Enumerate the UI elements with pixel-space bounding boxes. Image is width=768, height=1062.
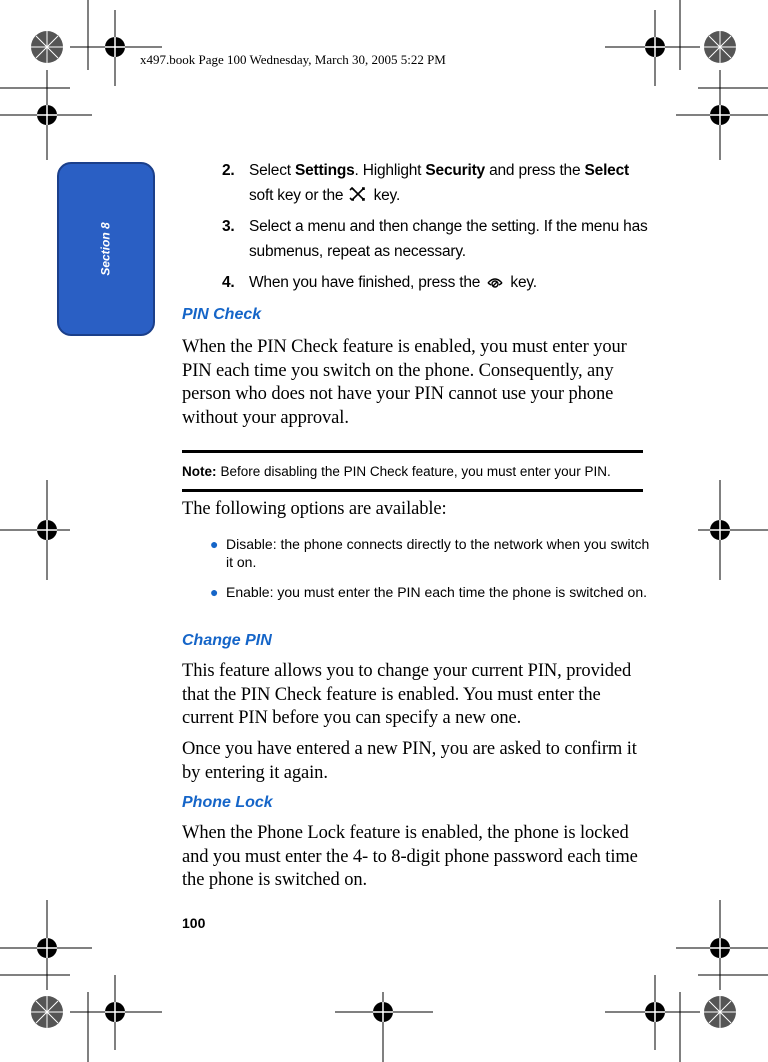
step-4: 4. When you have finished, press the key.	[222, 270, 652, 295]
section-tab	[57, 162, 155, 336]
step-2: 2. Select Settings. Highlight Security and press the Select soft key or the key.	[222, 158, 652, 208]
change-pin-body-1: This feature allows you to change your current PIN, provided that the PIN Check feature is enabled. You must enter the current PIN before you can specify a new one.	[182, 661, 632, 728]
bullet-icon: ●	[210, 584, 219, 600]
end-call-key-icon	[484, 272, 506, 290]
select-label: Select	[584, 162, 629, 179]
step-number: 3.	[222, 218, 235, 235]
step-number: 2.	[222, 162, 235, 179]
bullet-icon: ●	[210, 536, 219, 552]
section-tab-label: Section 8	[99, 222, 114, 276]
change-pin-heading: Change PIN	[182, 632, 272, 649]
list-item: ● Disable: the phone connects directly to the network when you switch it on.	[210, 536, 650, 570]
pin-check-heading: PIN Check	[182, 306, 262, 323]
phone-lock-body: When the Phone Lock feature is enabled, the phone is locked and you must enter the 4- to 8-digit phone password each time the phone is switched on.	[182, 823, 638, 890]
page-number: 100	[182, 915, 206, 931]
phone-lock-heading: Phone Lock	[182, 794, 273, 811]
step-number: 4.	[222, 274, 235, 291]
print-header: x497.book Page 100 Wednesday, March 30, 2005 5:22 PM	[140, 52, 446, 67]
options-list	[210, 535, 650, 613]
note-label: Note:	[182, 463, 217, 479]
nav-key-icon	[347, 185, 369, 203]
note-box	[182, 450, 643, 492]
note-text: Before disabling the PIN Check feature, you must enter your PIN.	[220, 463, 611, 479]
settings-label: Settings	[295, 162, 355, 179]
pin-check-body: When the PIN Check feature is enabled, you must enter your PIN each time you switch on the phone. Consequently, any person who does not have your PIN cannot use your phone without your approval.	[182, 337, 627, 428]
security-label: Security	[425, 162, 485, 179]
step-3: 3. Select a menu and then change the setting. If the menu has submenus, repeat as necessary.	[222, 214, 652, 264]
options-intro: The following options are available:	[182, 499, 447, 519]
change-pin-body-2: Once you have entered a new PIN, you are asked to confirm it by entering it again.	[182, 739, 637, 783]
steps-list	[222, 158, 652, 301]
list-item: ● Enable: you must enter the PIN each time the phone is switched on.	[210, 584, 648, 600]
